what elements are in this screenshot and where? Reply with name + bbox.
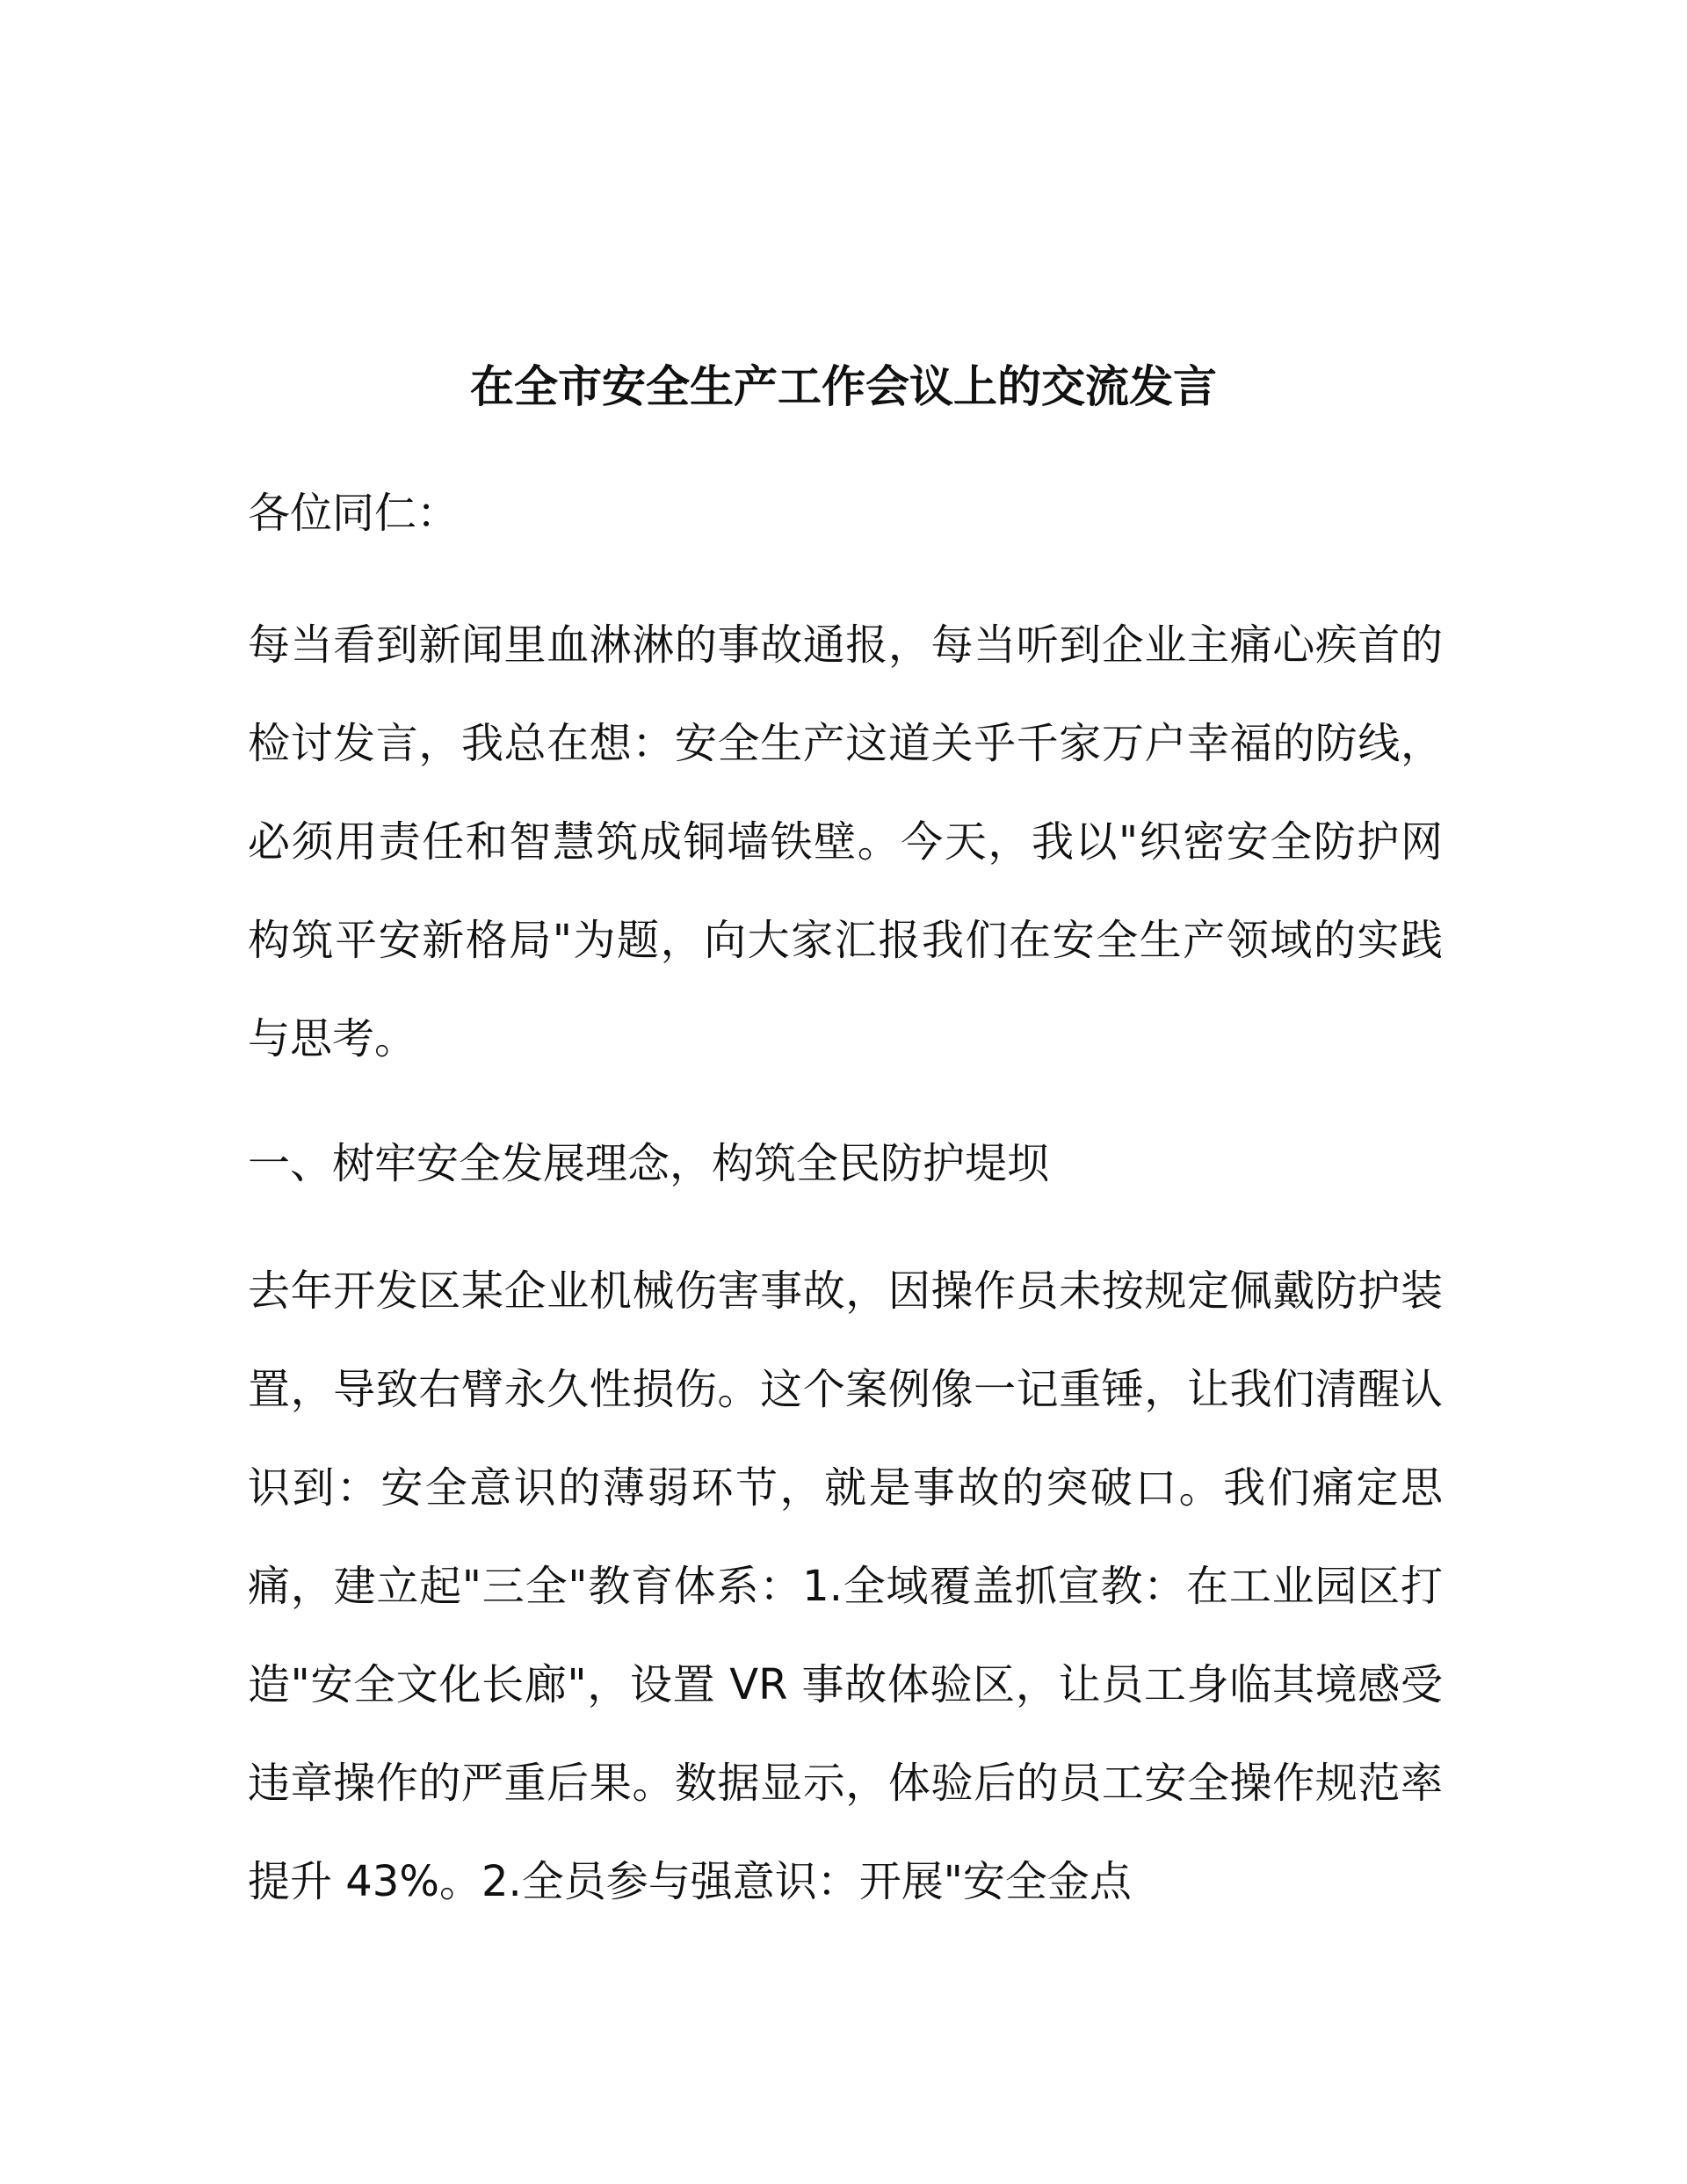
document-title: 在全市安全生产工作会议上的交流发言 [470, 361, 1217, 412]
section-heading: 一、树牢安全发展理念，构筑全民防护堤坝 [248, 1139, 1050, 1188]
section-paragraph: 去年开发区某企业机械伤害事故，因操作员未按规定佩戴防护装置，导致右臂永久性损伤。这个案例像一记重锤，让我们清醒认识到：安全意识的薄弱环节，就是事故的突破口。我们痛定思痛，建立起"三全"教育体系：1.全域覆盖抓宣教：在工业园区打造"安全文化长廊"，设置 VR 事故体验区，让员工身临其境感受违章操作的严重后果。数据显示，体验后的员工安全操作规范率提升 43%。2.全员参与强意识：开展"安全金点 [248, 1266, 1443, 1906]
intro-paragraph: 每当看到新闻里血淋淋的事故通报，每当听到企业主痛心疾首的检讨发言，我总在想：安全生产这道关乎千家万户幸福的防线，必须用责任和智慧筑成铜墙铁壁。今天，我以"织密安全防护网构筑平安新格局"为题，向大家汇报我们在安全生产领域的实践与思考。 [248, 620, 1443, 1063]
salutation: 各位同仁： [248, 489, 460, 538]
